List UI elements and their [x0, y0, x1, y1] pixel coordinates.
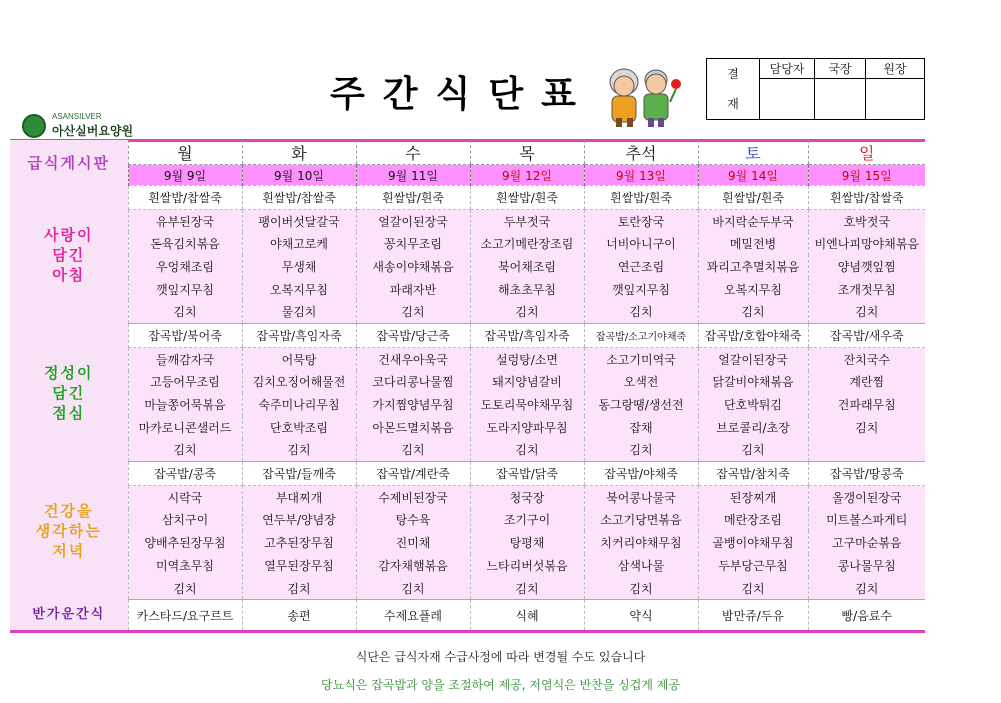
approval-sign-staff[interactable]: [760, 78, 815, 119]
snack-item: 송편: [242, 600, 356, 631]
lunch-menu-item: 김치오징어해물전: [242, 371, 356, 394]
dinner-section-text: 건강을 생각하는 저녁: [35, 501, 102, 560]
dinner-menu-item: 콩나물무침: [808, 554, 925, 577]
breakfast-menu-item: 유부된장국: [128, 209, 242, 232]
date-cell: 9월 11일: [356, 165, 470, 186]
breakfast-menu-item: 메밀전병: [698, 232, 808, 255]
approval-header-director: 국장: [815, 59, 866, 79]
day-header-sunday: 일: [808, 140, 925, 165]
dinner-menu-item: 잡곡밥/닭죽: [470, 462, 584, 486]
weekly-menu-table: [10, 140, 925, 630]
breakfast-menu-item: 흰쌀밥/흰죽: [470, 186, 584, 210]
dinner-menu-item: 잡곡밥/계란죽: [356, 462, 470, 486]
approval-sign-director[interactable]: [815, 78, 866, 119]
dinner-menu-item: 소고기당면볶음: [584, 509, 698, 532]
dinner-menu-item: 메란장조림: [698, 509, 808, 532]
lunch-menu-item: 도토리묵야채무침: [470, 393, 584, 416]
lunch-section-label: [10, 324, 128, 462]
dinner-menu-item: 김치: [698, 577, 808, 600]
lunch-menu-item: 잡곡밥/북어죽: [128, 324, 242, 348]
dinner-menu-item: 청국장: [470, 485, 584, 508]
dinner-section-label: [10, 462, 128, 600]
breakfast-menu-item: 김치: [584, 300, 698, 323]
lunch-menu-item: 잡곡밥/당근죽: [356, 324, 470, 348]
lunch-menu-item: 잡곡밥/흑임자죽: [242, 324, 356, 348]
breakfast-menu-item: 김치: [128, 300, 242, 323]
lunch-menu-item: 도라지양파무침: [470, 416, 584, 439]
dinner-menu-item: 열무된장무침: [242, 554, 356, 577]
dinner-menu-item: 올갱이된장국: [808, 485, 925, 508]
lunch-menu-item: 설렁탕/소면: [470, 347, 584, 370]
dinner-menu-item: 두부당근무침: [698, 554, 808, 577]
breakfast-menu-item: 소고기메란장조림: [470, 232, 584, 255]
dinner-menu-item: 부대찌개: [242, 485, 356, 508]
dinner-menu-item: 된장찌개: [698, 485, 808, 508]
approval-header-head: 원장: [866, 59, 925, 79]
dinner-menu-item: 탕수육: [356, 509, 470, 532]
dinner-menu-item: 연두부/양념장: [242, 509, 356, 532]
logo-english-name: ASANSILVER: [52, 112, 102, 121]
lunch-menu-item: 얼갈이된장국: [698, 347, 808, 370]
dinner-menu-item: 북어콩나물국: [584, 485, 698, 508]
lunch-menu-item: 닭갈비야채볶음: [698, 371, 808, 394]
dinner-menu-item: 시락국: [128, 485, 242, 508]
breakfast-menu-item: 흰쌀밥/찹쌀죽: [808, 186, 925, 210]
breakfast-menu-item: 무생채: [242, 255, 356, 278]
facility-logo: [22, 112, 162, 140]
lunch-menu-item: 계란찜: [808, 371, 925, 394]
lunch-menu-item: 김치: [242, 439, 356, 462]
lunch-menu-item: 건파래무침: [808, 393, 925, 416]
notice-board-text: 급식게시판: [27, 153, 110, 172]
dinner-menu-item: 삼색나물: [584, 554, 698, 577]
lunch-menu-item: 코다리콩나물찜: [356, 371, 470, 394]
dinner-menu-item: 잡곡밥/참치죽: [698, 462, 808, 486]
approval-sign-head[interactable]: [866, 78, 925, 119]
lunch-menu-item: 잡채: [584, 416, 698, 439]
breakfast-menu-item: 흰쌀밥/흰죽: [584, 186, 698, 210]
breakfast-menu-item: 돈육김치볶음: [128, 232, 242, 255]
snack-section-label: [10, 600, 128, 631]
day-header: 화: [242, 140, 356, 165]
date-cell: 9월 10일: [242, 165, 356, 186]
breakfast-menu-item: 흰쌀밥/찹쌀죽: [242, 186, 356, 210]
dinner-menu-item: 잡곡밥/들깨죽: [242, 462, 356, 486]
snack-item: 빵/음료수: [808, 600, 925, 631]
breakfast-menu-item: 깻잎지무침: [128, 278, 242, 301]
dinner-menu-item: 느타리버섯볶음: [470, 554, 584, 577]
lunch-menu-item: 동그랑땡/생선전: [584, 393, 698, 416]
elderly-couple-illustration: [596, 62, 688, 128]
lunch-menu-item: 숙주미나리무침: [242, 393, 356, 416]
breakfast-menu-item: 김치: [356, 300, 470, 323]
lunch-menu-item: 들깨감자국: [128, 347, 242, 370]
dinner-menu-item: 미역초무침: [128, 554, 242, 577]
lunch-menu-item: 오색전: [584, 371, 698, 394]
breakfast-menu-item: 호박젓국: [808, 209, 925, 232]
dinner-menu-item: 김치: [584, 577, 698, 600]
bottom-divider: [10, 630, 925, 633]
breakfast-menu-item: 김치: [470, 300, 584, 323]
breakfast-menu-item: 너비아니구이: [584, 232, 698, 255]
lunch-menu-item: 김치: [470, 439, 584, 462]
breakfast-menu-item: 흰쌀밥/찹쌀죽: [128, 186, 242, 210]
breakfast-menu-item: 양념깻잎찜: [808, 255, 925, 278]
lunch-menu-item: 브로콜리/초장: [698, 416, 808, 439]
special-diet-notice: 당뇨식은 잡곡밥과 양을 조절하여 제공, 저염식은 반찬을 싱겁게 제공: [321, 678, 680, 692]
lunch-menu-item: 돼지양념갈비: [470, 371, 584, 394]
breakfast-menu-item: 깻잎지무침: [584, 278, 698, 301]
dinner-menu-item: 김치: [808, 577, 925, 600]
dinner-menu-item: 골뱅이야채무침: [698, 531, 808, 554]
snack-section-text: 반가운간식: [32, 607, 106, 623]
logo-korean-name: 아산실버요양원: [52, 124, 134, 138]
snack-item: 카스타드/요구르트: [128, 600, 242, 631]
lunch-menu-item: 잡곡밥/호합야채죽: [698, 324, 808, 348]
breakfast-menu-item: 토란장국: [584, 209, 698, 232]
breakfast-menu-item: 바지락순두부국: [698, 209, 808, 232]
breakfast-menu-item: 꽈리고추멸치볶음: [698, 255, 808, 278]
logo-emblem-icon: [22, 114, 46, 138]
approval-box: [706, 58, 925, 120]
breakfast-menu-item: 김치: [808, 300, 925, 323]
dinner-menu-item: 수제비된장국: [356, 485, 470, 508]
dinner-menu-item: 조기구이: [470, 509, 584, 532]
lunch-menu-item: 잡곡밥/소고기야채죽: [584, 324, 698, 348]
snack-item: 수제요플레: [356, 600, 470, 631]
approval-label-bottom: 재: [727, 97, 739, 111]
dinner-menu-item: 양배추된장무침: [128, 531, 242, 554]
lunch-menu-item: 아몬드멸치볶음: [356, 416, 470, 439]
dinner-menu-item: 고추된장무침: [242, 531, 356, 554]
snack-item: 밤만쥬/두유: [698, 600, 808, 631]
lunch-menu-item: [808, 439, 925, 462]
dinner-menu-item: 치커리야채무침: [584, 531, 698, 554]
date-cell: 9월 13일: [584, 165, 698, 186]
approval-header-staff: 담당자: [760, 59, 815, 79]
breakfast-menu-item: 흰쌀밥/흰죽: [356, 186, 470, 210]
breakfast-menu-item: 물김치: [242, 300, 356, 323]
breakfast-menu-item: 꽁치무조림: [356, 232, 470, 255]
breakfast-menu-item: 야채고로케: [242, 232, 356, 255]
date-cell: 9월 9일: [128, 165, 242, 186]
approval-label: [707, 59, 760, 120]
snack-item: 식혜: [470, 600, 584, 631]
dinner-menu-item: 잡곡밥/야채죽: [584, 462, 698, 486]
dinner-menu-item: 잡곡밥/땅콩죽: [808, 462, 925, 486]
lunch-menu-item: 단호박조림: [242, 416, 356, 439]
lunch-menu-item: 고등어무조림: [128, 371, 242, 394]
lunch-menu-item: 잡곡밥/새우죽: [808, 324, 925, 348]
breakfast-menu-item: 해초초무침: [470, 278, 584, 301]
day-header-saturday: 토: [698, 140, 808, 165]
breakfast-menu-item: 오복지무침: [242, 278, 356, 301]
notice-board-label: [10, 140, 128, 186]
lunch-menu-item: 건새우아욱국: [356, 347, 470, 370]
breakfast-menu-item: 두부젓국: [470, 209, 584, 232]
dinner-menu-item: 삼치구이: [128, 509, 242, 532]
lunch-menu-item: 김치: [356, 439, 470, 462]
menu-change-notice: 식단은 급식자재 수급사정에 따라 변경될 수도 있습니다: [355, 650, 646, 664]
date-cell: 9월 15일: [808, 165, 925, 186]
breakfast-menu-item: 비엔나피망야채볶음: [808, 232, 925, 255]
dinner-menu-item: 김치: [242, 577, 356, 600]
lunch-menu-item: 김치: [698, 439, 808, 462]
dinner-menu-item: 감자채햄볶음: [356, 554, 470, 577]
dinner-menu-item: 김치: [470, 577, 584, 600]
day-header: 추석: [584, 140, 698, 165]
breakfast-menu-item: 김치: [698, 300, 808, 323]
breakfast-menu-item: 오복지무침: [698, 278, 808, 301]
lunch-menu-item: 소고기미역국: [584, 347, 698, 370]
breakfast-menu-item: 파래자반: [356, 278, 470, 301]
lunch-menu-item: 김치: [128, 439, 242, 462]
day-header: 월: [128, 140, 242, 165]
breakfast-menu-item: 북어채조림: [470, 255, 584, 278]
page-title: 주간식단표: [330, 74, 594, 115]
lunch-menu-item: 잔치국수: [808, 347, 925, 370]
dinner-menu-item: 김치: [128, 577, 242, 600]
breakfast-menu-item: 새송이야채볶음: [356, 255, 470, 278]
lunch-section-text: 정성이 담긴 점심: [44, 363, 94, 422]
dinner-menu-item: 탕평채: [470, 531, 584, 554]
breakfast-menu-item: 흰쌀밥/흰죽: [698, 186, 808, 210]
breakfast-menu-item: 팽이버섯달갈국: [242, 209, 356, 232]
lunch-menu-item: 김치: [808, 416, 925, 439]
day-header: 수: [356, 140, 470, 165]
lunch-menu-item: 가지찜양념무침: [356, 393, 470, 416]
lunch-menu-item: 김치: [584, 439, 698, 462]
breakfast-section-label: [10, 186, 128, 324]
lunch-menu-item: 어묵탕: [242, 347, 356, 370]
breakfast-menu-item: 조개젓무침: [808, 278, 925, 301]
dinner-menu-item: 진미채: [356, 531, 470, 554]
snack-item: 약식: [584, 600, 698, 631]
breakfast-menu-item: 얼갈이된장국: [356, 209, 470, 232]
lunch-menu-item: 마늘쫑어묵볶음: [128, 393, 242, 416]
date-cell: 9월 14일: [698, 165, 808, 186]
dinner-menu-item: 잡곡밥/콩죽: [128, 462, 242, 486]
dinner-menu-item: 미트볼스파게티: [808, 509, 925, 532]
date-cell: 9월 12일: [470, 165, 584, 186]
day-header: 목: [470, 140, 584, 165]
breakfast-menu-item: 우엉채조림: [128, 255, 242, 278]
lunch-menu-item: 단호박튀김: [698, 393, 808, 416]
approval-label-top: 결: [727, 67, 739, 81]
dinner-menu-item: 김치: [356, 577, 470, 600]
lunch-menu-item: 잡곡밥/흑임자죽: [470, 324, 584, 348]
lunch-menu-item: 마카로니콘샐러드: [128, 416, 242, 439]
dinner-menu-item: 고구마순볶음: [808, 531, 925, 554]
breakfast-menu-item: 연근조림: [584, 255, 698, 278]
breakfast-section-text: 사랑이 담긴 아침: [44, 225, 94, 284]
